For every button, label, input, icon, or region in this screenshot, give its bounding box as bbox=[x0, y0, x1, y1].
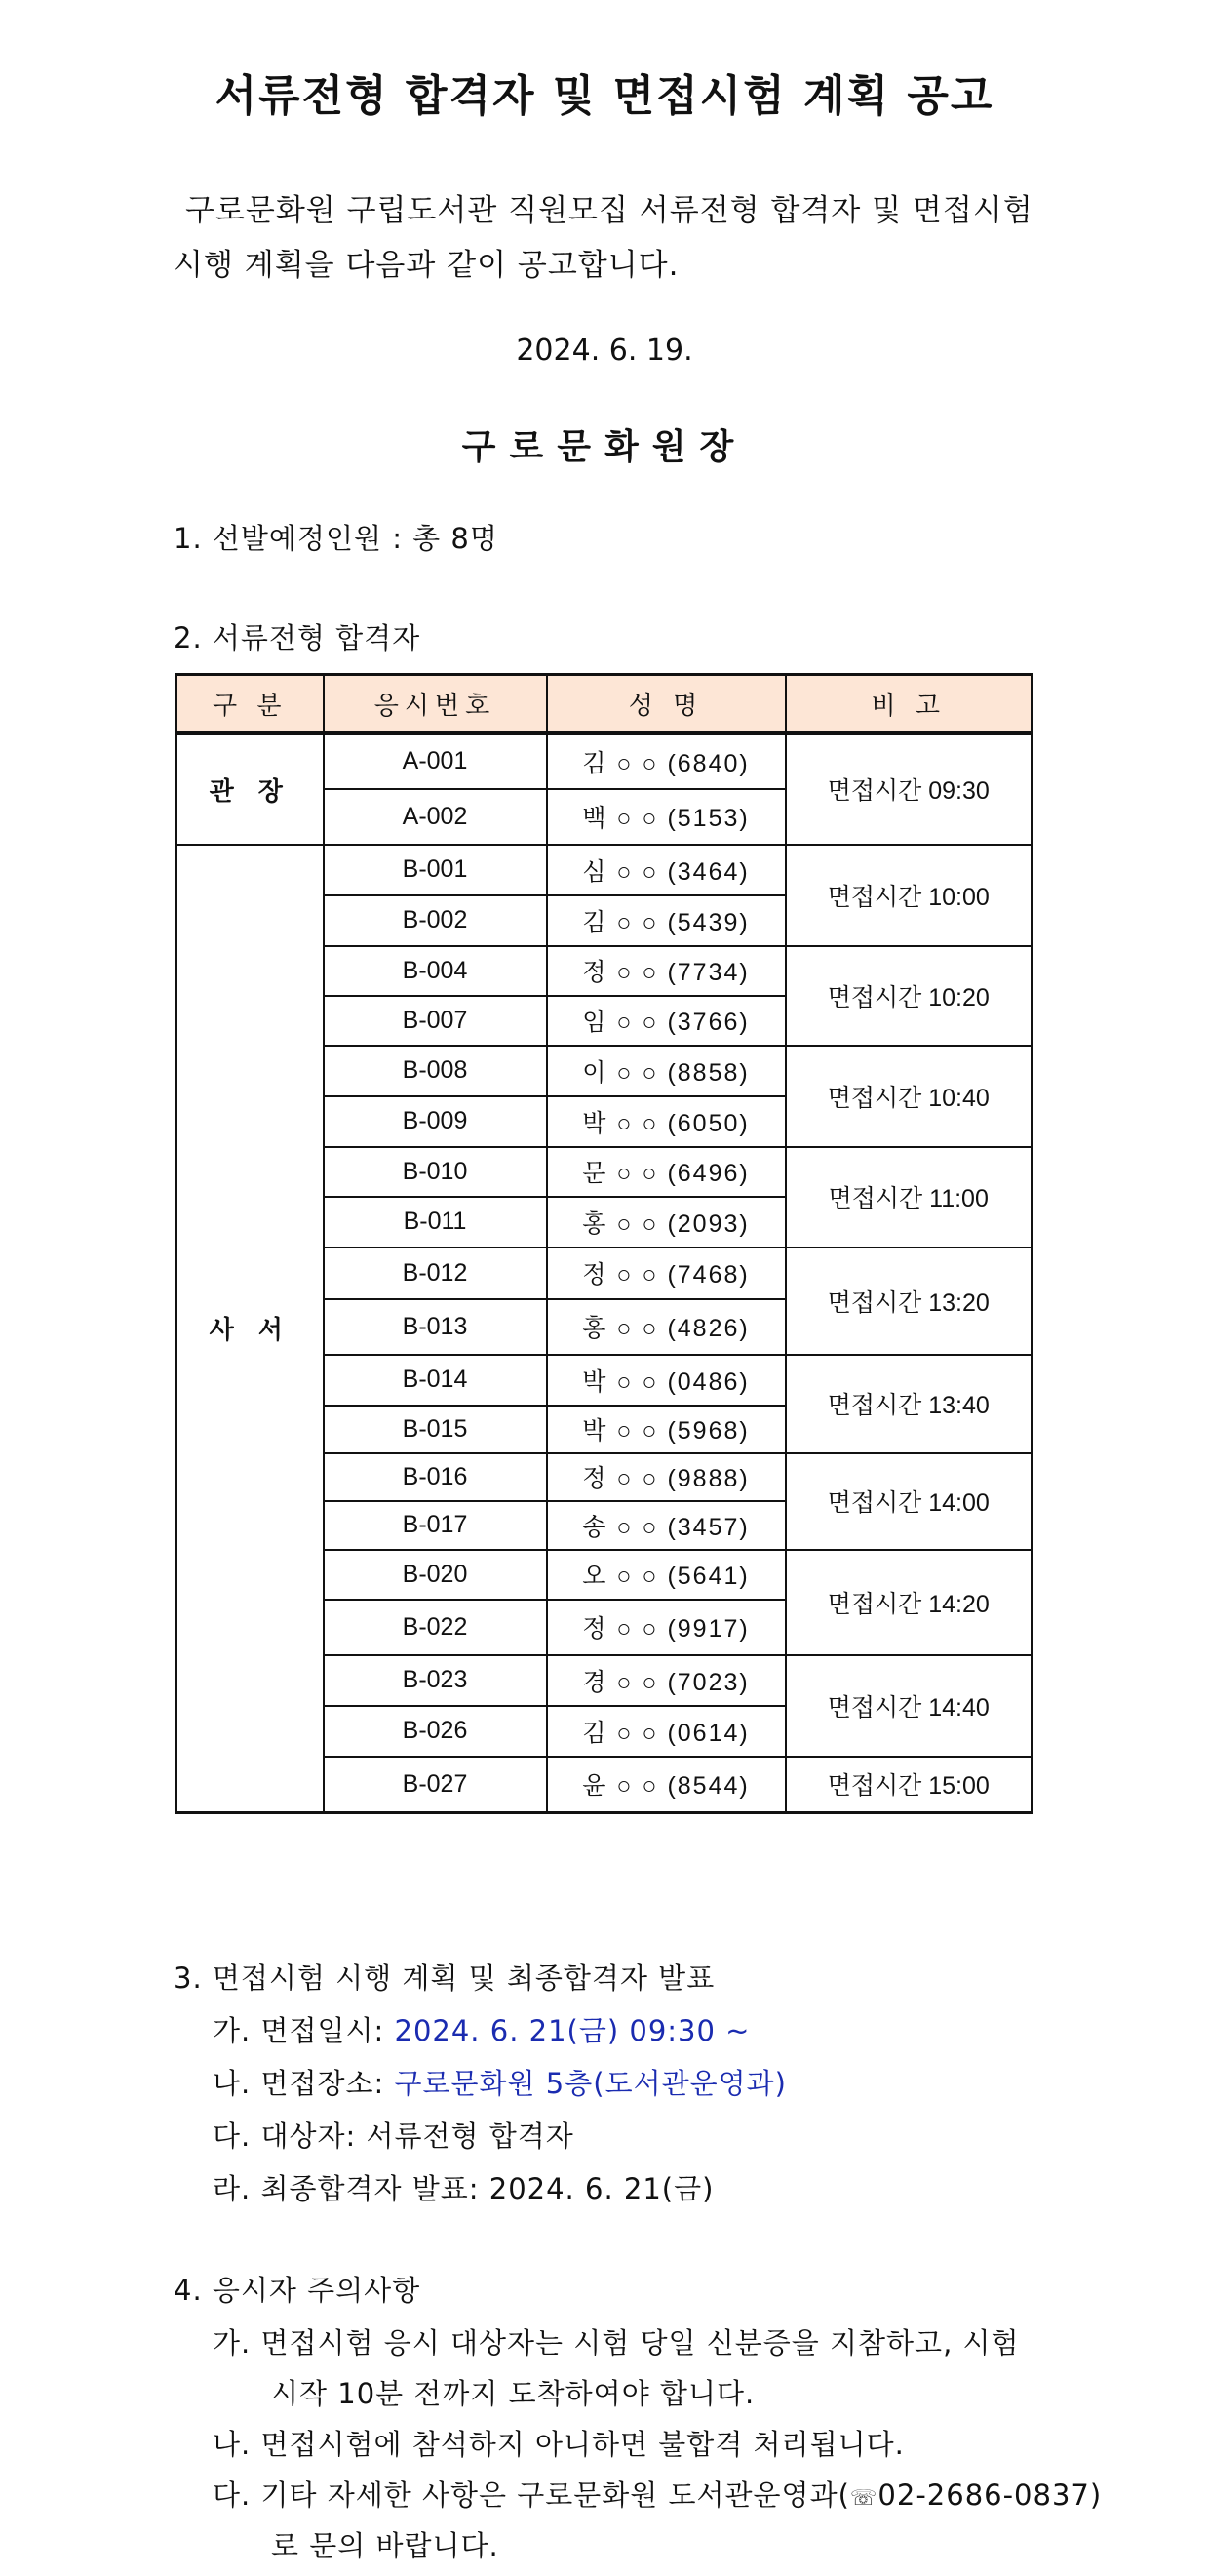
applicant-name-cell: 박 ○ ○ (5968) bbox=[547, 1406, 786, 1453]
applicant-no-cell: B-015 bbox=[324, 1406, 547, 1453]
applicant-no-cell: B-027 bbox=[324, 1757, 547, 1813]
interview-datetime-value: 2024. 6. 21(금) 09:30 ~ bbox=[394, 2014, 751, 2047]
signer: 구로문화원장 bbox=[461, 427, 748, 467]
applicant-name-cell: 경 ○ ○ (7023) bbox=[547, 1655, 786, 1706]
applicant-name-cell: 백 ○ ○ (5153) bbox=[547, 789, 786, 845]
interview-time-cell: 면접시간 14:40 bbox=[786, 1655, 1033, 1757]
applicant-no-cell: B-010 bbox=[324, 1147, 547, 1197]
applicant-no-cell: B-007 bbox=[324, 996, 547, 1046]
interview-location bbox=[213, 2062, 787, 2102]
applicant-name-cell: 정 ○ ○ (9888) bbox=[547, 1453, 786, 1501]
interview-datetime-label: 가. 면접일시: bbox=[213, 2014, 395, 2047]
contact-phone: 02-2686-0837) bbox=[878, 2478, 1103, 2512]
applicant-no-cell: B-020 bbox=[324, 1550, 547, 1600]
interview-time-cell: 면접시간 09:30 bbox=[786, 733, 1033, 845]
applicant-name-cell: 박 ○ ○ (6050) bbox=[547, 1096, 786, 1147]
applicant-no-cell: B-016 bbox=[324, 1453, 547, 1501]
interview-location-label: 나. 면접장소: bbox=[213, 2067, 395, 2100]
column-header-note: 비 고 bbox=[786, 675, 1033, 733]
table-row bbox=[176, 845, 1033, 895]
applicant-no-cell: B-004 bbox=[324, 946, 547, 996]
interview-time-cell: 면접시간 10:20 bbox=[786, 946, 1033, 1046]
applicant-name-cell: 문 ○ ○ (6496) bbox=[547, 1147, 786, 1197]
applicant-no-cell: B-022 bbox=[324, 1600, 547, 1655]
applicant-name-cell: 홍 ○ ○ (4826) bbox=[547, 1299, 786, 1355]
passed-applicants-table bbox=[175, 673, 1034, 1814]
intro-line-2: 시행 계획을 다음과 같이 공고합니다. bbox=[174, 248, 680, 283]
category-cell: 사 서 bbox=[176, 845, 324, 1813]
interview-time-cell: 면접시간 14:00 bbox=[786, 1453, 1033, 1550]
interview-time-cell: 면접시간 13:20 bbox=[786, 1248, 1033, 1355]
section-2-heading: 2. 서류전형 합격자 bbox=[174, 621, 421, 654]
interview-time-cell: 면접시간 10:40 bbox=[786, 1046, 1033, 1147]
applicant-name-cell: 홍 ○ ○ (2093) bbox=[547, 1197, 786, 1248]
notice-item-b: 나. 면접시험에 참석하지 아니하면 불합격 처리됩니다. bbox=[213, 2428, 905, 2461]
section-3-heading: 3. 면접시험 시행 계획 및 최종합격자 발표 bbox=[174, 1962, 716, 1995]
interview-time-cell: 면접시간 11:00 bbox=[786, 1147, 1033, 1248]
table-body bbox=[176, 733, 1033, 1813]
applicant-name-cell: 정 ○ ○ (7734) bbox=[547, 946, 786, 996]
column-header-category: 구 분 bbox=[176, 675, 324, 733]
table-header-row bbox=[176, 675, 1033, 733]
interview-time-cell: 면접시간 14:20 bbox=[786, 1550, 1033, 1655]
applicant-name-cell: 오 ○ ○ (5641) bbox=[547, 1550, 786, 1600]
applicant-name-cell: 이 ○ ○ (8858) bbox=[547, 1046, 786, 1096]
applicant-name-cell: 김 ○ ○ (5439) bbox=[547, 895, 786, 946]
final-announcement: 라. 최종합격자 발표: 2024. 6. 21(금) bbox=[213, 2172, 715, 2205]
notice-date: 2024. 6. 19. bbox=[516, 334, 693, 368]
applicant-no-cell: A-001 bbox=[324, 733, 547, 789]
applicant-no-cell: A-002 bbox=[324, 789, 547, 845]
notice-item-c-text: 다. 기타 자세한 사항은 구로문화원 도서관운영과( bbox=[213, 2478, 850, 2512]
telephone-icon: ☏ bbox=[849, 2486, 878, 2511]
interview-time-cell: 면접시간 13:40 bbox=[786, 1355, 1033, 1453]
interview-location-value: 구로문화원 5층(도서관운영과) bbox=[394, 2067, 787, 2100]
applicant-no-cell: B-012 bbox=[324, 1248, 547, 1299]
applicant-no-cell: B-002 bbox=[324, 895, 547, 946]
applicant-name-cell: 송 ○ ○ (3457) bbox=[547, 1501, 786, 1550]
interview-time-cell: 면접시간 10:00 bbox=[786, 845, 1033, 946]
applicant-no-cell: B-001 bbox=[324, 845, 547, 895]
applicant-no-cell: B-013 bbox=[324, 1299, 547, 1355]
applicant-no-cell: B-008 bbox=[324, 1046, 547, 1096]
intro-line-1: 구로문화원 구립도서관 직원모집 서류전형 합격자 및 면접시험 bbox=[185, 193, 1034, 228]
applicant-name-cell: 정 ○ ○ (9917) bbox=[547, 1600, 786, 1655]
section-1-headcount: 1. 선발예정인원 : 총 8명 bbox=[174, 522, 498, 555]
applicant-no-cell: B-014 bbox=[324, 1355, 547, 1406]
interview-datetime bbox=[213, 2009, 750, 2049]
column-header-name: 성 명 bbox=[547, 675, 786, 733]
applicant-name-cell: 김 ○ ○ (0614) bbox=[547, 1706, 786, 1757]
column-header-applicant-no: 응시번호 bbox=[324, 675, 547, 733]
table-row bbox=[176, 733, 1033, 789]
applicant-no-cell: B-026 bbox=[324, 1706, 547, 1757]
interview-target: 다. 대상자: 서류전형 합격자 bbox=[213, 2120, 574, 2153]
applicant-name-cell: 윤 ○ ○ (8544) bbox=[547, 1757, 786, 1813]
notice-item-c-line-1 bbox=[213, 2474, 1102, 2514]
applicant-name-cell: 박 ○ ○ (0486) bbox=[547, 1355, 786, 1406]
applicant-no-cell: B-011 bbox=[324, 1197, 547, 1248]
notice-item-c-line-2: 로 문의 바랍니다. bbox=[271, 2529, 499, 2562]
interview-time-cell: 면접시간 15:00 bbox=[786, 1757, 1033, 1813]
applicant-name-cell: 임 ○ ○ (3766) bbox=[547, 996, 786, 1046]
notice-item-a-line-1: 가. 면접시험 응시 대상자는 시험 당일 신분증을 지참하고, 시험 bbox=[213, 2326, 1020, 2359]
section-4-heading: 4. 응시자 주의사항 bbox=[174, 2274, 421, 2307]
applicant-no-cell: B-023 bbox=[324, 1655, 547, 1706]
applicant-name-cell: 심 ○ ○ (3464) bbox=[547, 845, 786, 895]
applicant-name-cell: 정 ○ ○ (7468) bbox=[547, 1248, 786, 1299]
notice-item-a-line-2: 시작 10분 전까지 도착하여야 합니다. bbox=[271, 2377, 756, 2410]
applicant-no-cell: B-009 bbox=[324, 1096, 547, 1147]
category-cell: 관 장 bbox=[176, 733, 324, 845]
applicant-name-cell: 김 ○ ○ (6840) bbox=[547, 733, 786, 789]
document-title: 서류전형 합격자 및 면접시험 계획 공고 bbox=[214, 71, 994, 121]
applicant-no-cell: B-017 bbox=[324, 1501, 547, 1550]
